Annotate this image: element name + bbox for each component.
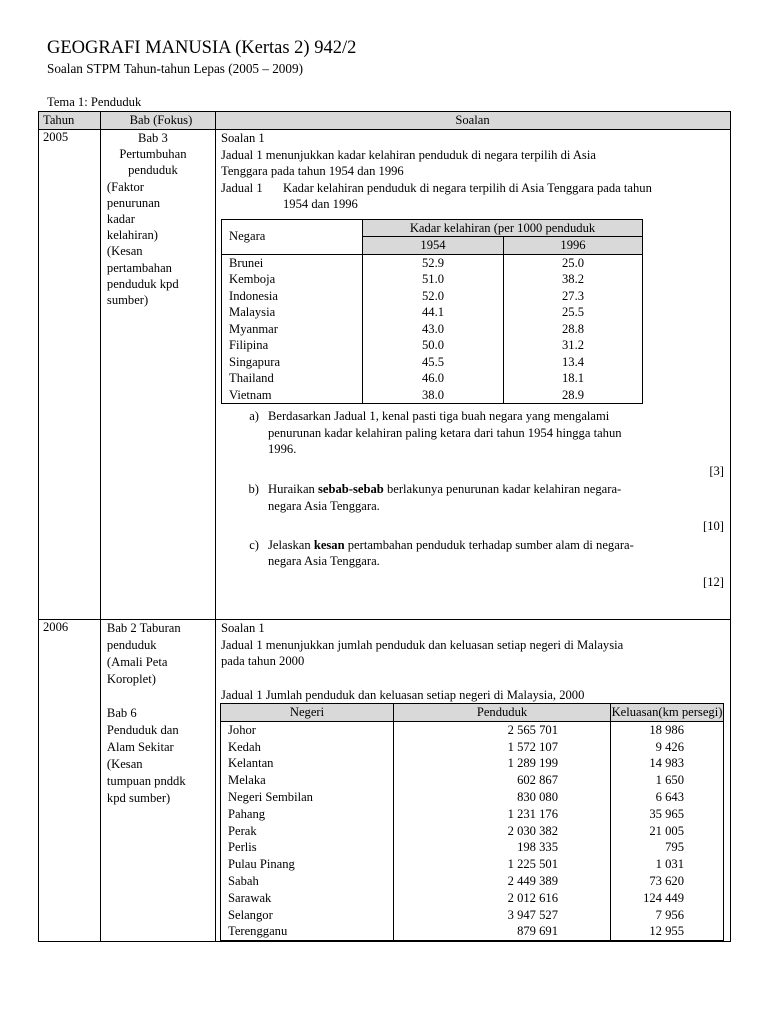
population-value: 1 225 501	[394, 856, 611, 873]
state-name: Pulau Pinang	[221, 856, 394, 873]
country-name: Indonesia	[222, 288, 363, 305]
table-row	[222, 304, 643, 321]
rate-1996: 25.5	[504, 304, 643, 321]
table-row	[221, 890, 724, 907]
country-name: Filipina	[222, 337, 363, 354]
header-bab: Bab (Fokus)	[100, 112, 215, 130]
part-marks: [3]	[709, 463, 724, 478]
caption-text: 1954 dan 1996	[283, 197, 358, 211]
bab-line: (Amali Peta	[106, 655, 168, 669]
question-intro: pada tahun 2000	[221, 654, 305, 668]
table-row	[222, 271, 643, 288]
part-text: 1996.	[268, 442, 297, 456]
col-country: Negara	[222, 219, 363, 254]
rate-1954: 52.0	[363, 288, 504, 305]
bab-line: Bab 2 Taburan	[106, 621, 181, 635]
rate-1954: 50.0	[363, 337, 504, 354]
part-text: penurunan kadar kelahiran paling ketara dari tahun 1954 hingga tahun	[268, 425, 622, 440]
rate-1954: 45.5	[363, 354, 504, 371]
part-text: Berdasarkan Jadual 1, kenal pasti tiga buah negara yang mengalami	[268, 409, 610, 423]
table-row	[221, 721, 724, 738]
rate-1996: 28.9	[504, 387, 643, 404]
col-year: 1954	[363, 237, 504, 255]
bab-line: penduduk kpd	[106, 276, 179, 291]
bab-line: Alam Sekitar	[106, 740, 174, 754]
bab-line: kpd sumber)	[106, 791, 171, 805]
question-part-a	[221, 408, 724, 458]
col-year: 1996	[504, 237, 643, 255]
questions-table	[38, 111, 731, 942]
country-name: Myanmar	[222, 321, 363, 338]
caption-text: Kadar kelahiran penduduk di negara terpilih di Asia Tenggara pada tahun	[283, 180, 652, 195]
population-value: 2 565 701	[394, 721, 611, 738]
bab-line: pertambahan	[106, 260, 172, 275]
state-name: Kelantan	[221, 755, 394, 772]
rate-1996: 31.2	[504, 337, 643, 354]
table-row	[221, 739, 724, 756]
question-cell	[216, 620, 731, 942]
table-row	[222, 337, 643, 354]
country-name: Thailand	[222, 370, 363, 387]
year-cell: 2005	[39, 130, 101, 620]
state-name: Perlis	[221, 839, 394, 856]
part-text: berlakunya penurunan kadar kelahiran negara-	[383, 482, 622, 496]
area-value: 1 031	[611, 856, 724, 873]
page-subtitle: Soalan STPM Tahun-tahun Lepas (2005 – 2009)	[47, 61, 303, 76]
part-text: negara Asia Tenggara.	[268, 498, 380, 513]
table-row	[221, 907, 724, 924]
header-question: Soalan	[216, 112, 731, 130]
rate-1954: 46.0	[363, 370, 504, 387]
table-row	[222, 387, 643, 404]
area-value: 21 005	[611, 823, 724, 840]
country-name: Singapura	[222, 354, 363, 371]
table-row	[221, 789, 724, 806]
bab-line: penduduk	[128, 163, 178, 178]
table-row	[221, 755, 724, 772]
country-name: Vietnam	[222, 387, 363, 404]
state-name: Sarawak	[221, 890, 394, 907]
col-group-header: Kadar kelahiran (per 1000 penduduk	[363, 219, 643, 237]
question-number: Soalan 1	[221, 131, 265, 145]
table-row	[221, 806, 724, 823]
rate-1954: 44.1	[363, 304, 504, 321]
col-population: Penduduk	[394, 704, 611, 722]
bab-line: Koroplet)	[106, 672, 156, 686]
table-row	[221, 873, 724, 890]
question-part-b	[221, 481, 724, 514]
rate-1996: 38.2	[504, 271, 643, 288]
bab-line: penurunan	[106, 195, 161, 210]
state-name: Johor	[221, 721, 394, 738]
population-value: 3 947 527	[394, 907, 611, 924]
population-value: 1 289 199	[394, 755, 611, 772]
rate-1954: 38.0	[363, 387, 504, 404]
question-row-2005	[39, 130, 731, 620]
part-text: Huraikan	[268, 482, 319, 496]
part-marks: [12]	[703, 574, 724, 589]
population-value: 2 012 616	[394, 890, 611, 907]
area-value: 9 426	[611, 739, 724, 756]
state-name: Pahang	[221, 806, 394, 823]
population-value: 2 030 382	[394, 823, 611, 840]
table-row	[221, 772, 724, 789]
area-value: 14 983	[611, 755, 724, 772]
table-row	[221, 839, 724, 856]
state-name: Melaka	[221, 772, 394, 789]
population-value: 1 231 176	[394, 806, 611, 823]
population-value: 879 691	[394, 923, 611, 940]
table-row	[221, 923, 724, 940]
area-value: 1 650	[611, 772, 724, 789]
table-header-row	[222, 219, 643, 237]
theme-label: Tema 1: Penduduk	[47, 95, 142, 109]
rate-1996: 27.3	[504, 288, 643, 305]
bab-line: Pertumbuhan	[119, 147, 187, 162]
state-name: Kedah	[221, 739, 394, 756]
area-value: 6 643	[611, 789, 724, 806]
country-name: Kemboja	[222, 271, 363, 288]
table-header-row	[221, 704, 724, 722]
table-row	[222, 288, 643, 305]
state-name: Sabah	[221, 873, 394, 890]
bab-line: Bab 3	[138, 131, 168, 145]
rate-1996: 13.4	[504, 354, 643, 371]
rate-1954: 52.9	[363, 254, 504, 271]
header-year: Tahun	[39, 112, 101, 130]
table-row	[221, 823, 724, 840]
area-value: 35 965	[611, 806, 724, 823]
question-intro: Jadual 1 menunjukkan kadar kelahiran penduduk di negara terpilih di Asia	[221, 147, 596, 162]
page-title: GEOGRAFI MANUSIA (Kertas 2) 942/2	[47, 38, 357, 58]
table-row	[222, 254, 643, 271]
bab-line: tumpuan pnddk	[106, 774, 186, 788]
col-state: Negeri	[221, 704, 394, 722]
bab-line: kadar	[106, 212, 135, 227]
country-name: Brunei	[222, 254, 363, 271]
bab-line: kelahiran)	[106, 228, 158, 243]
population-value: 198 335	[394, 839, 611, 856]
bab-cell	[100, 130, 215, 620]
col-area: Keluasan(km persegi)	[611, 704, 724, 722]
area-value: 73 620	[611, 873, 724, 890]
question-number: Soalan 1	[221, 621, 265, 635]
area-value: 795	[611, 839, 724, 856]
caption-label: Jadual 1	[221, 180, 263, 195]
rate-1996: 25.0	[504, 254, 643, 271]
question-cell	[216, 130, 731, 620]
rate-1954: 43.0	[363, 321, 504, 338]
year-cell: 2006	[39, 620, 101, 942]
area-value: 18 986	[611, 721, 724, 738]
country-name: Malaysia	[222, 304, 363, 321]
population-value: 602 867	[394, 772, 611, 789]
bab-line: Bab 6	[106, 706, 137, 720]
part-label: c)	[249, 537, 259, 552]
area-value: 12 955	[611, 923, 724, 940]
question-part-c	[221, 537, 724, 570]
part-bold: sebab-sebab	[318, 482, 384, 496]
table-caption	[221, 180, 724, 213]
area-value: 7 956	[611, 907, 724, 924]
bab-cell	[100, 620, 215, 942]
question-row-2006	[39, 620, 731, 942]
part-marks: [10]	[703, 519, 724, 533]
part-text: Jelaskan	[268, 537, 314, 552]
rate-1996: 28.8	[504, 321, 643, 338]
state-name: Terengganu	[221, 923, 394, 940]
part-bold: kesan	[313, 537, 345, 552]
bab-line: penduduk	[106, 638, 157, 652]
rate-1954: 51.0	[363, 271, 504, 288]
bab-line: (Kesan	[106, 244, 143, 259]
bab-line: Penduduk dan	[106, 723, 179, 737]
birth-rate-table	[221, 219, 643, 405]
table-caption: Jadual 1 Jumlah penduduk dan keluasan setiap negeri di Malaysia, 2000	[221, 687, 585, 702]
state-name: Perak	[221, 823, 394, 840]
state-name: Negeri Sembilan	[221, 789, 394, 806]
bab-line: sumber)	[106, 293, 149, 308]
table-row	[222, 321, 643, 338]
question-intro: Jadual 1 menunjukkan jumlah penduduk dan keluasan setiap negeri di Malaysia	[221, 637, 624, 652]
table-row	[221, 856, 724, 873]
part-text: negara Asia Tenggara.	[268, 554, 380, 568]
area-value: 124 449	[611, 890, 724, 907]
state-name: Selangor	[221, 907, 394, 924]
rate-1996: 18.1	[504, 370, 643, 387]
bab-line: (Faktor	[106, 179, 144, 194]
table-row	[222, 370, 643, 387]
table-row	[222, 354, 643, 371]
bab-line: (Kesan	[106, 757, 143, 771]
population-value: 1 572 107	[394, 739, 611, 756]
part-text: pertambahan penduduk terhadap sumber alam di negara-	[344, 537, 634, 552]
population-value: 2 449 389	[394, 873, 611, 890]
population-value: 830 080	[394, 789, 611, 806]
part-label: b)	[248, 482, 259, 496]
question-intro: Tenggara pada tahun 1954 dan 1996	[221, 164, 404, 178]
part-label: a)	[249, 409, 259, 423]
population-table	[220, 703, 724, 941]
questions-header-row	[39, 112, 731, 130]
